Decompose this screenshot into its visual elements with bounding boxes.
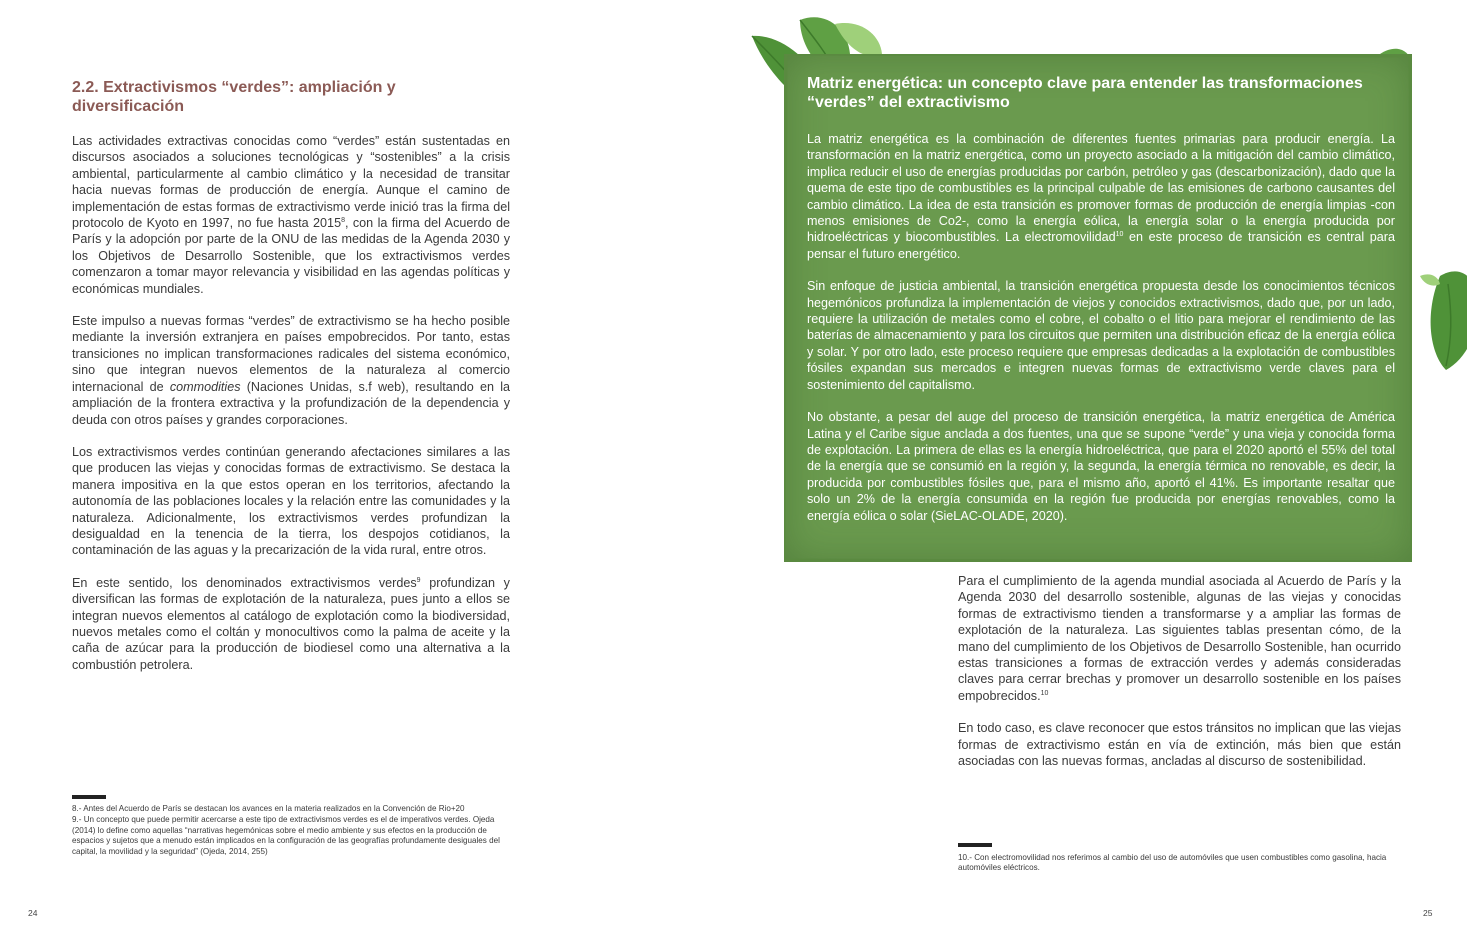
section-title: 2.2. Extractivismos “verdes”: ampliación y diversificación — [72, 79, 396, 115]
paragraph: Este impulso a nuevas formas “verdes” de extractivismo se ha hecho posible mediante la inversión extranjera en países empobrecidos. Por tanto, estas transiciones no implican transformaciones radicales del sistema económico, sino que integran nuevos elementos de la naturaleza al comercio internacional de commodities (Naciones Unidas, s.f web), resultando en la ampliación de la frontera extractiva y la profundización de la dependencia y deuda con otros países y grandes corporaciones. — [72, 314, 511, 427]
footnote-ref[interactable]: 10 — [1040, 689, 1049, 697]
footnote-divider — [72, 795, 106, 799]
footnote: 8.- Antes del Acuerdo de París se destacan los avances en la materia realizados en la Convención de Rio+20 — [72, 804, 465, 813]
page-number-right: 25 — [1423, 908, 1433, 918]
footnote-divider — [958, 843, 992, 847]
info-box-title: Matriz energética: un concepto clave para entender las transformaciones “verdes” del extractivismo — [807, 75, 1363, 111]
paragraph: Las actividades extractivas conocidas como “verdes” están sustentadas en discursos asociados a soluciones tecnológicas y “sostenibles” a la crisis ambiental, particularmente al cambio climático y la necesidad de transitar hacia nuevas formas de producción de energía. Aunque el camino de implementación de estas formas de extractivismo verde inició tras la firma del protocolo de Kyoto en 1997, no fue hasta 2015$^8$, con la firma del Acuerdo de París y la adopción por parte de la ONU de las medidas de la Agenda 2030 y los Objetivos de Desarrollo Sostenible, que los extractivismos verdes comenzaron a tomar mayor relevancia y visibilidad en las agendas políticas y económicas mundiales. — [72, 134, 510, 296]
paragraph: En este sentido, los denominados extractivismos verdes$^9$ profundizan y diversifican las formas de explotación de la naturaleza, pues junto a ellos se integran nuevos elementos al catálogo de explotación como la biodiversidad, nuevos metales como el coltán y monocultivos como la palma de aceite y la caña de azúcar para la producción de biodiesel como una alternativa a la combustión petrolera. — [72, 575, 510, 672]
footnote: 10.- Con electromovilidad nos referimos al cambio del uso de automóviles que usen combustibles como gasolina, hacia automóviles eléctricos. — [958, 853, 1387, 873]
left-footnotes — [72, 804, 512, 858]
footnote: 9.- Un concepto que puede permitir acercarse a este tipo de extractivismos verdes es el de imperativos verdes. Ojeda (2014) lo define como aquellas “narrativas hegemónicas sobre el medio ambiente y sus efectos en la producción de espacios y sujetos que a menudo están implicados en la configuración de las geografías profundamente desiguales del capital, la movilidad y la seguridad” (Ojeda, 2014, 255) — [72, 815, 500, 856]
paragraph: Los extractivismos verdes continúan generando afectaciones similares a las que producen las viejas y conocidas formas de extractivismo. Se destaca la manera impositiva en la que estos operan en los territorios, afectando la autonomía de las poblaciones locales y la relación entre las comunidades y la naturaleza. Adicionalmente, los extractivismos verdes profundizan la desigualdad en la tenencia de la tierra, los despojos cotidianos, la contaminación de las aguas y la precarización de la vida rural, entre otros. — [72, 444, 510, 558]
info-box-paragraph: No obstante, a pesar del auge del proceso de transición energética, la matriz energética de América Latina y el Caribe sigue anclada a dos fuentes, una que se supone “verde” y una vieja y conocida forma de explotación. La primera de ellas es la energía hidroeléctrica, que para el 2020 aportó el 55% del total de la energía que se consumió en la región y, la segunda, la energía térmica no renovable, es decir, la producida por combustibles fósiles que, para el mismo año, aportó el 41%. Es importante resaltar que solo un 2% de la energía consumida en la región fue producida por energías renovables, como la energía eólica o solar (SieLAC-OLADE, 2020). — [807, 410, 1395, 523]
footnote-ref[interactable]: 10 — [1115, 231, 1124, 239]
paragraph: Para el cumplimiento de la agenda mundial asociada al Acuerdo de París y la Agenda 2030 del desarrollo sostenible, algunas de las viejas y conocidas formas de extractivismo tienden a transformarse y a ampliar las formas de explotación de la naturaleza. Las siguientes tablas presentan cómo, de la mano del cumplimiento de los Objetivos de Desarrollo Sostenible, han ocurrido estas transiciones a formas de extracción verdes y además consideradas claves para cerrar brechas y promover un desarrollo sostenible en los países empobrecidos.$^{10}$ — [958, 574, 1401, 703]
left-page — [0, 0, 733, 948]
footnote-ref[interactable]: 8 — [341, 216, 345, 224]
right-body-text — [958, 573, 1401, 785]
footnote-ref[interactable]: 9 — [416, 576, 421, 584]
left-body-text — [72, 133, 510, 689]
paragraph: En todo caso, es clave reconocer que estos tránsitos no implican que las viejas formas de extractivismo están en vía de extinción, más bien que están asociadas con las nuevas formas, ancladas al discurso de sostenibilidad. — [958, 721, 1401, 769]
info-box-paragraph: La matriz energética es la combinación de diferentes fuentes primarias para producir energía. La transformación en la matriz energética, como un proyecto asociado a la mitigación del cambio climático, implica reducir el uso de energías producidas por carbón, petróleo y gas (descarbonización), dado que la quema de este tipo de combustibles es la principal culpable de las emisiones de carbono causantes del cambio climático. La idea de esta transición es promover formas de producción de energía limpias -con menos emisiones de Co2-, como la energía eólica, la energía solar o la energía producida por hidroeléctricas y biocombustibles. La electromovilidad$^{10}$ en este proceso de transición es central para pensar el futuro energético. — [807, 132, 1395, 261]
right-footnotes — [958, 853, 1398, 875]
page-number-left: 24 — [28, 908, 38, 918]
right-page — [733, 0, 1467, 948]
info-box-paragraph: Sin enfoque de justicia ambiental, la transición energética propuesta desde los conocimientos técnicos hegemónicos profundiza la implementación de viejos y conocidos extractivismos, dado que, por un lado, requiere la utilización de metales como el cobre, el cobalto o el litio para mejorar el rendimiento de las baterías de almacenamiento y para los circuitos que permiten una distribución eficaz de la energía eólica y solar. Y por otro lado, este proceso requiere que empresas dedicadas a la explotación de combustibles fósiles expandan sus mercados e integren nuevas formas de extractivismo verde claves para el sostenimiento del capitalismo. — [807, 279, 1395, 392]
